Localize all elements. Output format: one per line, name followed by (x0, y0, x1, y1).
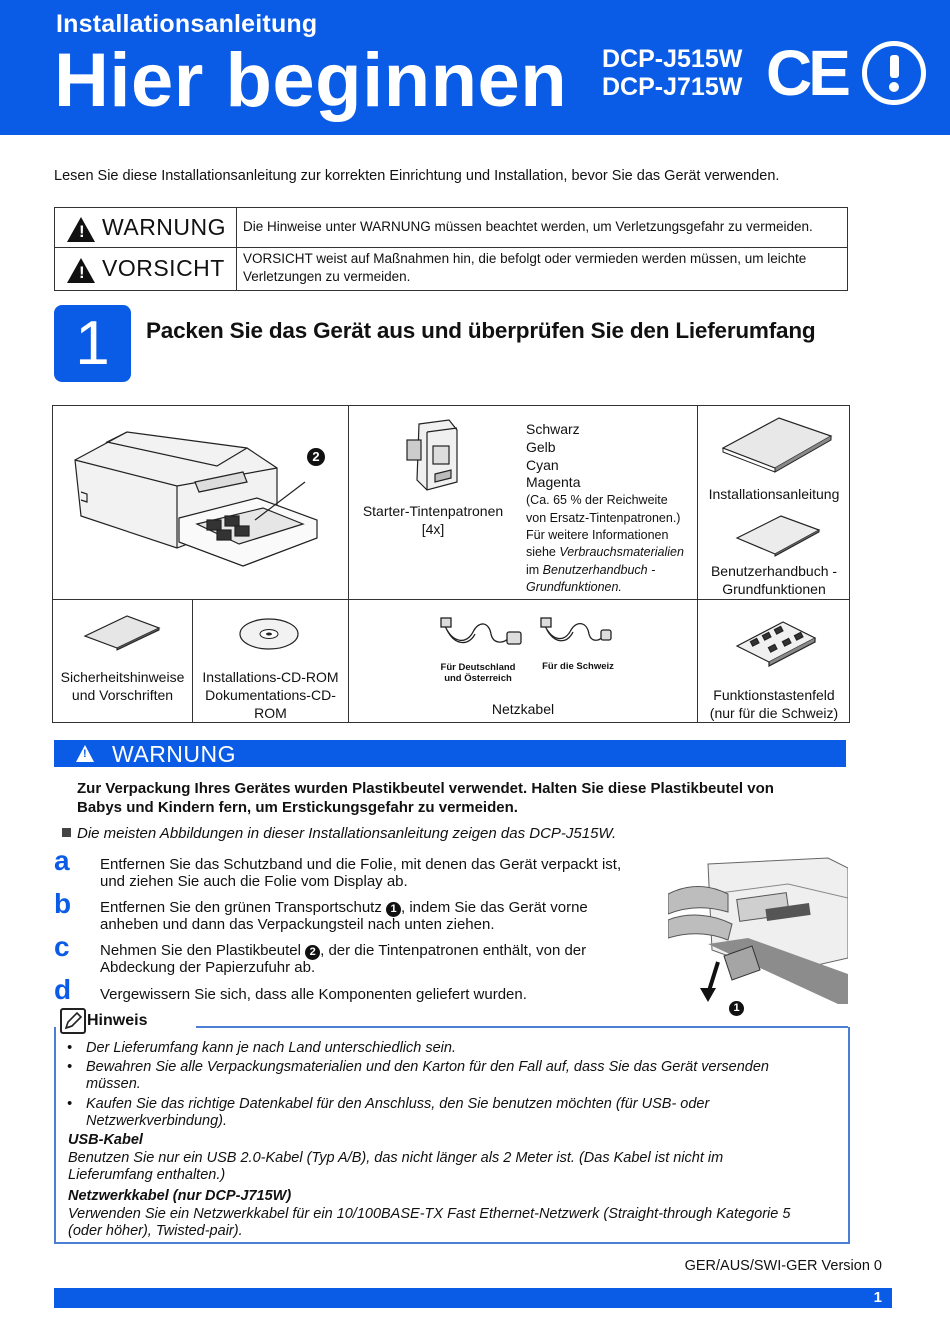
step-letter-d: d (54, 974, 72, 1005)
pencil-note-icon (60, 1008, 86, 1034)
callout-2-icon: 2 (307, 448, 325, 466)
version-label: GER/AUS/SWI-GER Version 0 (684, 1258, 882, 1274)
button-panel-label-2: (nur für die Schweiz) (709, 705, 839, 721)
ink-black: Schwarz (526, 421, 580, 437)
network-cable-title: Netzwerkkabel (nur DCP-J715W) (68, 1188, 292, 1204)
page-header (0, 0, 950, 135)
step-c-line-2: Abdeckung der Papierzufuhr ab. (100, 959, 316, 976)
installation-guide-label: Installationsanleitung (708, 486, 840, 502)
ce-mark: CE (766, 37, 847, 109)
ink-note-3: Für weitere Informationen (526, 528, 669, 542)
hinweis-bullet-2-line-2: müssen. (86, 1076, 141, 1092)
step-letter-a: a (54, 845, 70, 876)
power-cable-ch-illustration (537, 614, 617, 654)
warning-bar-title: WARNUNG (112, 741, 237, 767)
ink-note-4: siehe Verbrauchsmaterialien (526, 545, 684, 559)
page-number: 1 (873, 1289, 882, 1306)
usb-cable-text-1: Benutzen Sie nur ein USB 2.0-Kabel (Typ A/B), das nicht länger als 2 Meter ist. (Das Kabel ist nicht im (68, 1150, 724, 1166)
usb-cable-title: USB-Kabel (68, 1132, 143, 1148)
ink-note-2: von Ersatz-Tintenpatronen.) (526, 511, 681, 525)
power-cable-de-illustration (437, 614, 527, 654)
header-subtitle: Installationsanleitung (56, 10, 318, 38)
step-b-line-1: Entfernen Sie den grünen Transportschutz 1 , indem Sie das Gerät vorne (100, 899, 588, 916)
user-guide-illustration (733, 512, 823, 558)
model-j515w: DCP-J515W (602, 45, 743, 73)
power-cable-label: Netzkabel (491, 701, 555, 717)
ink-yellow: Gelb (526, 439, 556, 455)
step-d-line-1: Vergewissern Sie sich, dass alle Komponenten geliefert wurden. (100, 986, 527, 1003)
warning-bar (54, 740, 846, 767)
cartridges-quantity: [4x] (421, 521, 445, 537)
ink-note-1: (Ca. 65 % der Reichweite (526, 493, 668, 507)
safety-label-2: und Vorschriften (71, 687, 174, 703)
callout-1-icon: 1 (386, 902, 401, 917)
network-cable-text-2: (oder höher), Twisted-pair). (68, 1223, 243, 1239)
cable-de-label-1: Für Deutschland (440, 662, 516, 673)
unpacking-photo-illustration (668, 854, 848, 1016)
step-a-line-1: Entfernen Sie das Schutzband und die Folie, mit denen das Gerät verpackt ist, (100, 856, 622, 873)
step-title: Packen Sie das Gerät aus und überprüfen Sie den Lieferumfang (146, 318, 816, 343)
cartridges-label: Starter-Tintenpatronen (362, 503, 504, 519)
cd-label-3: ROM (254, 705, 287, 721)
warning-body: Zur Verpackung Ihres Gerätes wurden Plastikbeutel verwendet. Halten Sie diese Plastikbeutel von Babys und Kindern fern, um Erstickungsgefahr zu vermeiden. (77, 780, 774, 816)
hinweis-bullet-2-line-1: Bewahren Sie alle Verpackungsmaterialien und den Karton für den Fall auf, dass Sie das Gerät versenden (86, 1059, 769, 1075)
user-guide-label-2: Grundfunktionen (722, 581, 826, 597)
step-b-line-2: anheben und dann das Verpackungsteil nach unten ziehen. (100, 916, 495, 933)
warnung-text: Die Hinweise unter WARNUNG müssen beachtet werden, um Verletzungsgefahr zu vermeiden. (243, 219, 813, 234)
vorsicht-text-2: Verletzungen zu vermeiden. (243, 269, 411, 284)
safety-label-1: Sicherheitshinweise (60, 669, 185, 685)
contents-grid (52, 405, 850, 723)
network-cable-text-1: Verwenden Sie ein Netzwerkkabel für ein 10/100BASE-TX Fast Ethernet-Netzwerk (Straight-through Kategorie 5 (68, 1206, 791, 1222)
button-panel-illustration (733, 616, 819, 668)
step-letter-b: b (54, 888, 72, 919)
hinweis-bullet-3-line-1: Kaufen Sie das richtige Datenkabel für den Anschluss, den Sie benutzen möchten (für USB- oder (86, 1096, 710, 1112)
ink-magenta: Magenta (526, 474, 581, 490)
callout-2-icon: 2 (305, 945, 320, 960)
header-title: Hier beginnen (54, 38, 568, 123)
installation-guide-illustration (717, 414, 837, 474)
ink-note-6: Grundfunktionen. (526, 580, 622, 594)
cable-de-label-2: und Österreich (444, 673, 512, 684)
user-guide-label-1: Benutzerhandbuch - (710, 563, 838, 579)
warning-triangle-icon: ! (67, 217, 95, 242)
step-c-line-1: Nehmen Sie den Plastikbeutel 2 , der die Tintenpatronen enthält, von der (100, 942, 587, 959)
vorsicht-label: VORSICHT (102, 255, 225, 281)
vorsicht-text-1: VORSICHT weist auf Maßnahmen hin, die befolgt oder vermieden werden müssen, um leichte (243, 251, 807, 266)
hinweis-bullet-3-line-2: Netzwerkverbindung). (86, 1113, 228, 1129)
warning-triangle-icon: ! (76, 745, 94, 762)
cd-label-2: Dokumentations-CD- (205, 687, 336, 703)
model-j715w: DCP-J715W (602, 73, 743, 101)
intro-text: Lesen Sie diese Installationsanleitung zur korrekten Einrichtung und Installation, bevor Sie das Gerät verwenden. (54, 168, 780, 184)
ink-cartridge-illustration (399, 416, 469, 496)
square-bullet-icon (62, 828, 71, 837)
warnung-label: WARNUNG (102, 214, 227, 240)
cd-rom-icon (237, 616, 301, 652)
hinweis-bullet-1: Der Lieferumfang kann je nach Land unterschiedlich sein. (86, 1040, 456, 1056)
step-a-line-2: und ziehen Sie auch die Folie vom Display ab. (100, 873, 408, 890)
illustration-note: Die meisten Abbildungen in dieser Installationsanleitung zeigen das DCP-J515W. (77, 825, 617, 842)
caution-triangle-icon: ! (67, 258, 95, 283)
cable-ch-label: Für die Schweiz (542, 661, 614, 672)
safety-booklet-illustration (81, 612, 161, 652)
page-footer-bar (54, 1288, 892, 1308)
photo-callout-1-icon: 1 (729, 998, 744, 1016)
step-number-badge: 1 (54, 305, 131, 382)
ink-note-5: im Benutzerhandbuch - (526, 563, 656, 577)
hinweis-title: Hinweis (87, 1012, 148, 1029)
printer-illustration (67, 420, 337, 580)
exclamation-circle-icon (862, 41, 926, 105)
cd-label-1: Installations-CD-ROM (202, 669, 339, 685)
ink-cyan: Cyan (526, 457, 559, 473)
notice-table (54, 207, 848, 291)
usb-cable-text-2: Lieferumfang enthalten.) (68, 1167, 226, 1183)
step-letter-c: c (54, 931, 70, 962)
button-panel-label-1: Funktionstastenfeld (713, 687, 835, 703)
